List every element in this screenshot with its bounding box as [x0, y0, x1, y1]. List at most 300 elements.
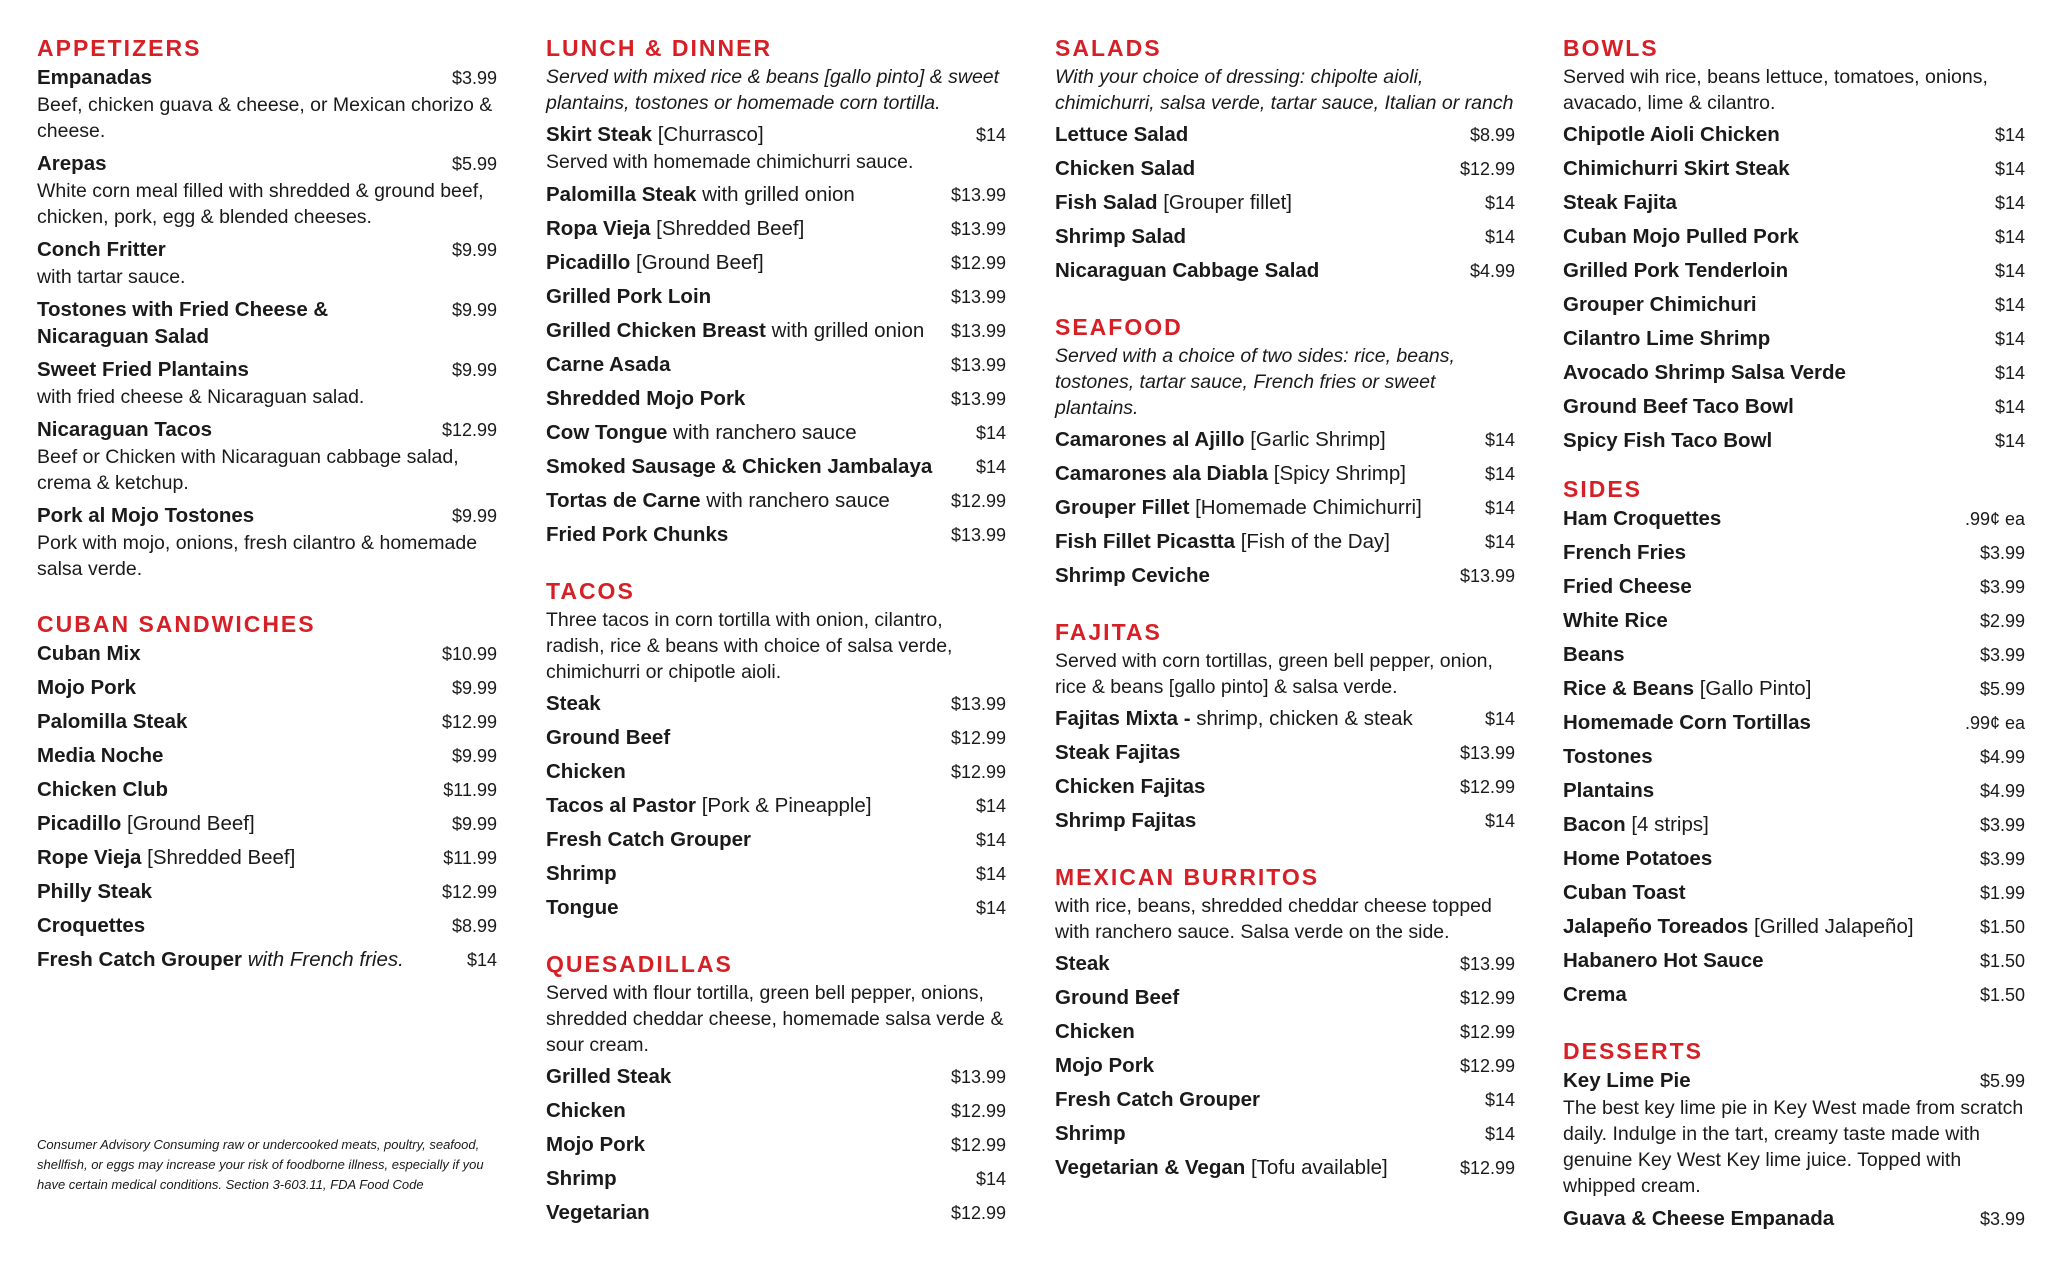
- menu-item-text: [1055, 223, 1186, 250]
- menu-item-text: [1055, 1018, 1135, 1045]
- menu-item: [1563, 189, 2025, 217]
- menu-item-name: Mojo Pork: [37, 676, 137, 699]
- menu-item-row: [1563, 189, 2025, 217]
- menu-item-name: Rice & Beans: [1563, 677, 1695, 700]
- menu-item-name: Palomilla Steak: [546, 183, 697, 206]
- menu-item-note: [Garlic Shrimp]: [1250, 428, 1386, 451]
- menu-item-price: $4.99: [1979, 781, 2025, 801]
- menu-item-description: with tartar sauce.: [37, 266, 186, 288]
- menu-item: [1563, 393, 2025, 421]
- menu-item-price: $14: [1484, 1124, 1515, 1144]
- menu-item-name: Vegetarian & Vegan: [1055, 1156, 1246, 1179]
- section-title: LUNCH & DINNER: [546, 35, 773, 61]
- menu-item-row: [1563, 709, 2025, 737]
- menu-item: [1563, 359, 2025, 387]
- menu-item-row: [1563, 393, 2025, 421]
- menu-item-row: [1055, 155, 1515, 183]
- menu-item-row: [37, 844, 497, 872]
- menu-item-note: [Grouper fillet]: [1163, 191, 1292, 214]
- menu-item-row: [1563, 743, 2025, 771]
- menu-item: [546, 724, 1006, 752]
- menu-item: [1055, 1120, 1515, 1148]
- menu-item: [37, 742, 497, 770]
- section-description: Served with corn tortillas, green bell pepper, onion, rice & beans [gallo pinto] & salsa verde.: [1055, 650, 1493, 698]
- menu-item-name: Habanero Hot Sauce: [1563, 949, 1764, 972]
- menu-item-note: [Spicy Shrimp]: [1273, 462, 1406, 485]
- menu-item: [546, 521, 1006, 549]
- menu-item-text: [37, 640, 141, 667]
- menu-item-name: Beans: [1563, 643, 1625, 666]
- menu-item-row: [546, 419, 1006, 447]
- menu-item: [546, 1131, 1006, 1159]
- menu-item: [37, 296, 497, 350]
- section-title: DESSERTS: [1563, 1038, 1703, 1064]
- menu-item-price: $1.50: [1979, 985, 2025, 1005]
- menu-item: [37, 708, 497, 736]
- menu-item: [546, 1199, 1006, 1227]
- menu-item-name: Chicken: [1055, 1020, 1135, 1043]
- menu-item-row: [546, 487, 1006, 515]
- menu-item-row: [37, 356, 497, 384]
- menu-item-price: $11.99: [443, 848, 497, 868]
- menu-item-text: [37, 674, 136, 701]
- menu-item-text: [37, 64, 152, 91]
- menu-item-name: Shrimp Fajitas: [1055, 809, 1197, 832]
- menu-item-text: [1055, 773, 1205, 800]
- menu-item-note: [Pork & Pineapple]: [701, 794, 872, 817]
- menu-item-row: [546, 894, 1006, 922]
- menu-item-row: [37, 64, 497, 92]
- menu-item-row: [1563, 777, 2025, 805]
- menu-item-name: Fajitas Mixta -: [1055, 707, 1191, 730]
- menu-item-row: [1563, 1205, 2025, 1233]
- menu-item-text: [546, 521, 728, 548]
- menu-item-row: [37, 810, 497, 838]
- menu-item-text: [1055, 1120, 1126, 1147]
- menu-item: [1563, 675, 2025, 703]
- menu-item-note: with French fries.: [247, 948, 404, 971]
- menu-item-text: [1055, 155, 1195, 182]
- menu-item-price: $14: [1994, 261, 2025, 281]
- menu-item: [546, 1063, 1006, 1091]
- menu-item-name: Fresh Catch Grouper: [546, 828, 752, 851]
- menu-section-mexican-burritos: [1055, 863, 1515, 1182]
- menu-item-name: Chipotle Aioli Chicken: [1563, 123, 1780, 146]
- menu-item-price: $9.99: [451, 814, 497, 834]
- menu-item-name: Palomilla Steak: [37, 710, 188, 733]
- menu-item-name: Fish Salad: [1055, 191, 1158, 214]
- menu-item: [546, 121, 1006, 175]
- menu-item-row: [546, 724, 1006, 752]
- menu-item-price: $3.99: [1979, 1209, 2025, 1229]
- menu-item-price: $9.99: [451, 300, 497, 320]
- menu-item: [546, 215, 1006, 243]
- menu-item: [546, 181, 1006, 209]
- menu-item: [1055, 773, 1515, 801]
- menu-item-price: $8.99: [1469, 125, 1515, 145]
- menu-item-note: shrimp, chicken & steak: [1196, 707, 1413, 730]
- menu-item-name: Plantains: [1563, 779, 1655, 802]
- menu-item-name: French Fries: [1563, 541, 1687, 564]
- menu-item-text: [37, 742, 163, 769]
- menu-item: [546, 419, 1006, 447]
- menu-item: [1055, 562, 1515, 590]
- menu-item-name: Rope Vieja: [37, 846, 142, 869]
- menu-item-name: Fried Cheese: [1563, 575, 1692, 598]
- menu-item-text: [1055, 1052, 1154, 1079]
- menu-item-name: Homemade Corn Tortillas: [1563, 711, 1811, 734]
- menu-item: [1563, 743, 2025, 771]
- menu-item-text: [1563, 777, 1654, 804]
- menu-item-text: [1563, 359, 1846, 386]
- menu-item-price: $14: [1484, 709, 1515, 729]
- menu-item-row: [546, 521, 1006, 549]
- menu-item-name: Chicken: [546, 760, 626, 783]
- section-description: Served with a choice of two sides: rice, beans, tostones, tartar sauce, French fries or sweet plantains.: [1055, 345, 1455, 419]
- menu-section-cuban-sandwiches: [37, 610, 497, 974]
- menu-item-row: [546, 1165, 1006, 1193]
- menu-item-row: [1055, 257, 1515, 285]
- menu-item-name: Chicken Club: [37, 778, 168, 801]
- menu-item-row: [546, 826, 1006, 854]
- menu-item-name: Shrimp: [546, 862, 617, 885]
- section-title: BOWLS: [1563, 35, 1659, 61]
- menu-item-text: [1055, 1086, 1260, 1113]
- menu-item-name: Steak Fajitas: [1055, 741, 1181, 764]
- menu-item-row: [37, 912, 497, 940]
- menu-item: [546, 758, 1006, 786]
- menu-item-price: $14: [975, 830, 1006, 850]
- menu-item-text: [1563, 325, 1770, 352]
- menu-item-name: Tortas de Carne: [546, 489, 701, 512]
- menu-item-name: Fresh Catch Grouper: [1055, 1088, 1261, 1111]
- menu-item-price: $12.99: [950, 1135, 1006, 1155]
- menu-section-fajitas: [1055, 618, 1515, 835]
- menu-item-text: [546, 121, 764, 148]
- menu-item-price: .99¢ ea: [1964, 713, 2025, 733]
- menu-item-name: Tacos al Pastor: [546, 794, 697, 817]
- menu-item-text: [37, 416, 212, 443]
- menu-item: [1563, 641, 2025, 669]
- menu-column-1: [37, 34, 497, 1002]
- menu-item-row: [1563, 223, 2025, 251]
- menu-item-row: [1563, 641, 2025, 669]
- menu-item: [1563, 539, 2025, 567]
- menu-item-name: Smoked Sausage & Chicken Jambalaya: [546, 455, 933, 478]
- menu-item-text: [546, 181, 855, 208]
- menu-section-tacos: [546, 577, 1006, 922]
- menu-item-price: $4.99: [1979, 747, 2025, 767]
- menu-item: [546, 249, 1006, 277]
- menu-item-description: Beef or Chicken with Nicaraguan cabbage salad, crema & ketchup.: [37, 446, 459, 494]
- menu-item-text: [546, 453, 932, 480]
- menu-item-text: [37, 946, 404, 973]
- menu-item-text: [1055, 494, 1422, 521]
- menu-item-price: $12.99: [1459, 159, 1515, 179]
- menu-item-price: $12.99: [950, 1101, 1006, 1121]
- menu-item-row: [37, 296, 497, 350]
- menu-item-price: $1.99: [1979, 883, 2025, 903]
- menu-item: [1563, 1067, 2025, 1199]
- menu-item-row: [1563, 505, 2025, 533]
- menu-item-row: [1563, 845, 2025, 873]
- menu-item-row: [37, 946, 497, 974]
- menu-item-name: Shrimp Salad: [1055, 225, 1187, 248]
- menu-item-description: Pork with mojo, onions, fresh cilantro & homemade salsa verde.: [37, 532, 478, 580]
- menu-item-note: [4 strips]: [1631, 813, 1709, 836]
- menu-item: [37, 236, 497, 290]
- menu-item-row: [1055, 705, 1515, 733]
- menu-item-text: [546, 317, 924, 344]
- menu-item: [1563, 573, 2025, 601]
- menu-item-text: [37, 776, 168, 803]
- menu-item: [546, 792, 1006, 820]
- menu-item-name: Cuban Mojo Pulled Pork: [1563, 225, 1799, 248]
- menu-item-name: Chicken Salad: [1055, 157, 1196, 180]
- menu-item-row: [1563, 811, 2025, 839]
- menu-item: [1563, 709, 2025, 737]
- menu-item-text: [1563, 743, 1653, 770]
- menu-item-price: $4.99: [1469, 261, 1515, 281]
- menu-item: [1563, 257, 2025, 285]
- menu-item-name: Chicken Fajitas: [1055, 775, 1206, 798]
- menu-item: [1563, 845, 2025, 873]
- menu-item-text: [546, 419, 857, 446]
- menu-item-price: $12.99: [441, 712, 497, 732]
- section-description: Served with flour tortilla, green bell pepper, onions, shredded cheddar cheese, homemade salsa verde & sour cream.: [546, 982, 1004, 1056]
- menu-item: [37, 150, 497, 230]
- menu-item: [37, 64, 497, 144]
- menu-item: [1055, 460, 1515, 488]
- menu-item-price: $14: [975, 864, 1006, 884]
- menu-item: [1055, 807, 1515, 835]
- menu-item-price: $14: [1484, 1090, 1515, 1110]
- menu-item-text: [546, 826, 751, 853]
- menu-item-name: Fish Fillet Picastta: [1055, 530, 1235, 553]
- menu-item-name: Mojo Pork: [1055, 1054, 1155, 1077]
- menu-item: [546, 826, 1006, 854]
- menu-item-name: Fried Pork Chunks: [546, 523, 729, 546]
- menu-section-lunch-dinner: [546, 34, 1006, 549]
- menu-item-price: $12.99: [950, 253, 1006, 273]
- menu-item-text: [1563, 607, 1668, 634]
- menu-item-text: [1563, 641, 1625, 668]
- menu-item-name: Vegetarian: [546, 1201, 650, 1224]
- menu-item-row: [1563, 539, 2025, 567]
- menu-item-text: [1055, 257, 1319, 284]
- menu-item: [1563, 879, 2025, 907]
- menu-item-text: [1563, 1205, 1834, 1232]
- menu-item-row: [546, 1131, 1006, 1159]
- menu-item-text: [546, 1131, 645, 1158]
- menu-item-text: [1563, 291, 1757, 318]
- menu-item-price: $12.99: [1459, 777, 1515, 797]
- menu-section-salads: [1055, 34, 1515, 285]
- menu-item: [1563, 155, 2025, 183]
- menu-item-price: $14: [975, 898, 1006, 918]
- menu-item-text: [546, 487, 890, 514]
- menu-item-price: $5.99: [451, 154, 497, 174]
- menu-item: [37, 878, 497, 906]
- menu-item-price: $12.99: [1459, 1022, 1515, 1042]
- menu-item: [1563, 947, 2025, 975]
- menu-item-name: Chicken: [546, 1099, 626, 1122]
- menu-item-price: $13.99: [1459, 954, 1515, 974]
- menu-item-row: [1563, 257, 2025, 285]
- menu-item-text: [37, 236, 166, 263]
- menu-item-text: [1563, 393, 1794, 420]
- menu-item-price: $14: [1994, 295, 2025, 315]
- menu-item-name: Spicy Fish Taco Bowl: [1563, 429, 1773, 452]
- menu-item-text: [37, 708, 187, 735]
- menu-item-text: [546, 1097, 626, 1124]
- menu-item-price: $14: [1484, 498, 1515, 518]
- menu-item-price: $13.99: [1459, 566, 1515, 586]
- menu-item-row: [1055, 223, 1515, 251]
- menu-item-row: [546, 453, 1006, 481]
- menu-item-row: [546, 249, 1006, 277]
- menu-item-price: $13.99: [950, 694, 1006, 714]
- menu-item: [37, 416, 497, 496]
- menu-item-description: Served with homemade chimichurri sauce.: [546, 151, 914, 173]
- menu-item: [546, 453, 1006, 481]
- menu-item-row: [546, 121, 1006, 149]
- menu-item-text: [1055, 1154, 1388, 1181]
- menu-item-name: Bacon: [1563, 813, 1626, 836]
- menu-item-text: [1055, 739, 1180, 766]
- menu-item-row: [546, 690, 1006, 718]
- menu-item-price: $3.99: [1979, 645, 2025, 665]
- menu-item-row: [1563, 981, 2025, 1009]
- menu-item-row: [37, 416, 497, 444]
- menu-item-row: [546, 860, 1006, 888]
- menu-item-name: Crema: [1563, 983, 1627, 1006]
- menu-item-row: [1055, 1154, 1515, 1182]
- menu-item-row: [1055, 426, 1515, 454]
- menu-item-name: Mojo Pork: [546, 1133, 646, 1156]
- menu-item-row: [1055, 562, 1515, 590]
- menu-item-price: $14: [975, 423, 1006, 443]
- menu-item: [37, 502, 497, 582]
- menu-item-note: with grilled onion: [702, 183, 855, 206]
- menu-item: [1563, 505, 2025, 533]
- menu-item-price: $13.99: [950, 389, 1006, 409]
- menu-item-price: $14: [975, 125, 1006, 145]
- menu-item-row: [546, 1199, 1006, 1227]
- menu-item-name: White Rice: [1563, 609, 1668, 632]
- menu-item-note: [Ground Beef]: [636, 251, 764, 274]
- menu-section-bowls: [1563, 34, 2025, 455]
- menu-item-name: Avocado Shrimp Salsa Verde: [1563, 361, 1846, 384]
- menu-item-price: $14: [1994, 125, 2025, 145]
- menu-item-row: [546, 385, 1006, 413]
- menu-item-name: Shrimp: [546, 1167, 617, 1190]
- menu-item-note: [Fish of the Day]: [1240, 530, 1390, 553]
- menu-item: [546, 487, 1006, 515]
- menu-item: [37, 356, 497, 410]
- menu-item: [1055, 705, 1515, 733]
- menu-item: [1563, 607, 2025, 635]
- menu-item-text: [1055, 562, 1210, 589]
- menu-item: [1055, 739, 1515, 767]
- menu-item-note: with ranchero sauce: [673, 421, 857, 444]
- menu-item-name: Cow Tongue: [546, 421, 668, 444]
- menu-item: [1055, 950, 1515, 978]
- menu-item-text: [1563, 427, 1772, 454]
- menu-item-text: [37, 878, 152, 905]
- menu-item-note: [Grilled Jalapeño]: [1754, 915, 1914, 938]
- menu-item: [37, 674, 497, 702]
- menu-item-name: Picadillo: [546, 251, 631, 274]
- menu-item-price: $1.50: [1979, 951, 2025, 971]
- menu-item-name: Ropa Vieja: [546, 217, 651, 240]
- menu-item-price: $12.99: [441, 420, 497, 440]
- menu-item: [1563, 1205, 2025, 1233]
- menu-item-name: Nicaraguan Cabbage Salad: [1055, 259, 1320, 282]
- menu-item-row: [37, 878, 497, 906]
- menu-item-name: Steak: [1055, 952, 1110, 975]
- menu-section-sides: [1563, 475, 2025, 1009]
- menu-item-row: [546, 1063, 1006, 1091]
- menu-item-text: [37, 150, 107, 177]
- menu-item-text: [37, 912, 145, 939]
- menu-item-price: $13.99: [950, 287, 1006, 307]
- menu-item: [546, 1097, 1006, 1125]
- menu-item-name: Empanadas: [37, 66, 153, 89]
- menu-item-price: $14: [1994, 193, 2025, 213]
- menu-item-text: [1055, 705, 1413, 732]
- menu-item-price: $5.99: [1979, 679, 2025, 699]
- menu-item-text: [1563, 257, 1788, 284]
- menu-item-text: [546, 249, 764, 276]
- menu-item-text: [546, 690, 601, 717]
- menu-item-row: [1563, 947, 2025, 975]
- menu-item-price: $13.99: [950, 185, 1006, 205]
- menu-item: [37, 640, 497, 668]
- menu-item-row: [37, 236, 497, 264]
- menu-item-price: $8.99: [451, 916, 497, 936]
- menu-item-text: [1563, 189, 1677, 216]
- menu-item-text: [1563, 709, 1811, 736]
- section-description: With your choice of dressing: chipolte aioli, chimichurri, salsa verde, tartar sauce, Italian or ranch: [1055, 66, 1514, 114]
- menu-item-price: $14: [1994, 431, 2025, 451]
- menu-item-name: Grouper Fillet: [1055, 496, 1190, 519]
- menu-item-text: [1055, 984, 1179, 1011]
- menu-item-price: .99¢ ea: [1964, 509, 2025, 529]
- menu-item-name: Cuban Toast: [1563, 881, 1686, 904]
- menu-item-text: [37, 356, 249, 383]
- menu-item: [546, 385, 1006, 413]
- menu-item-row: [546, 351, 1006, 379]
- menu-item-row: [1055, 1018, 1515, 1046]
- menu-item-price: $12.99: [950, 491, 1006, 511]
- menu-item-name: Ground Beef: [546, 726, 671, 749]
- menu-item-text: [1055, 121, 1188, 148]
- menu-item-price: $14: [1484, 811, 1515, 831]
- menu-item-text: [546, 1165, 617, 1192]
- menu-item-row: [37, 776, 497, 804]
- menu-item: [1055, 1018, 1515, 1046]
- menu-item-row: [546, 181, 1006, 209]
- menu-item-price: $14: [975, 796, 1006, 816]
- menu-item-text: [1563, 121, 1780, 148]
- menu-item-row: [1055, 528, 1515, 556]
- menu-item-text: [546, 351, 671, 378]
- menu-column-3: [1055, 34, 1515, 1210]
- menu-item: [1563, 223, 2025, 251]
- menu-item: [546, 317, 1006, 345]
- section-title: TACOS: [546, 578, 635, 604]
